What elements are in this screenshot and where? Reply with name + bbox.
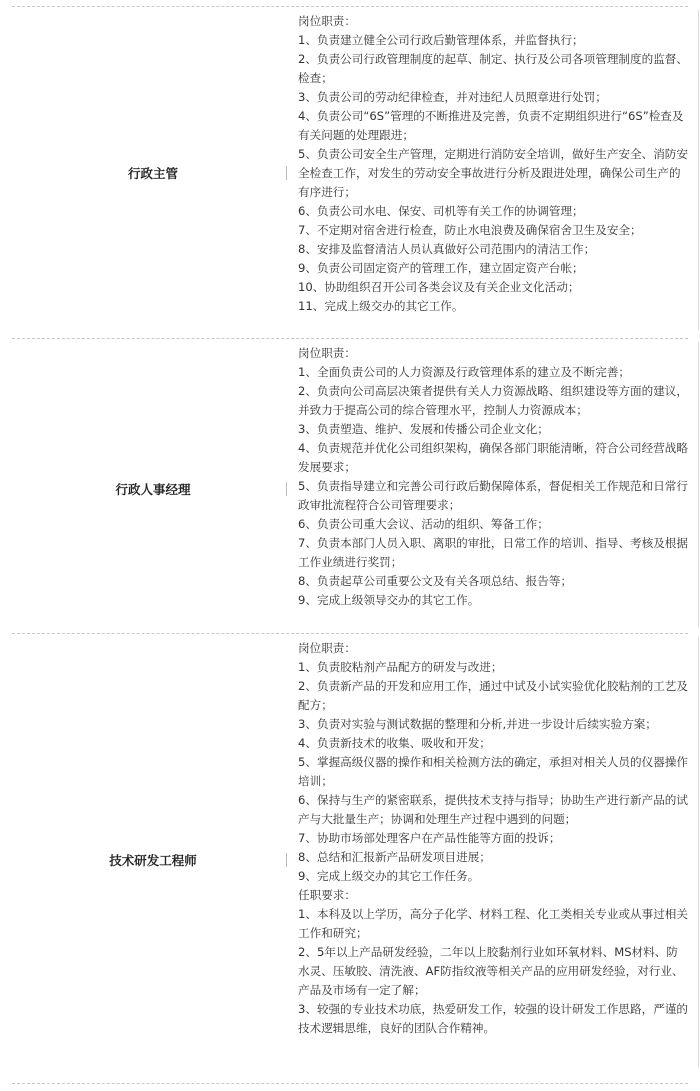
desc-line: 1、全面负责公司的人力资源及行政管理体系的建立及不断完善； [298, 365, 631, 379]
desc-line: 10、协助组织召开公司各类会议及有关企业文化活动； [298, 280, 580, 294]
desc-line: 2、负责向公司高层决策者提供有关人力资源战略、组织建设等方面的建议，并致力于提高公司的综合管理水平，控制人力资源成本； [298, 384, 688, 417]
desc-line: 5、负责公司安全生产管理，定期进行消防安全培训，做好生产安全、消防安全检查工作，对发生的劳动安全事故进行分析及跟进处理，确保公司生产的有序进行； [298, 147, 688, 199]
desc-line: 岗位职责： [298, 346, 356, 360]
desc-line: 4、负责规范并优化公司组织架构，确保各部门职能清晰，符合公司经营战略发展要求； [298, 441, 688, 474]
desc-line: 3、负责塑造、维护、发展和传播公司企业文化； [298, 422, 549, 436]
job-title: 行政人事经理 [115, 482, 191, 497]
desc-line: 2、负责公司行政管理制度的起草、制定、执行及公司各项管理制度的监督、检查； [298, 52, 688, 85]
desc-line: 3、较强的专业技术功底，热爱研发工作，较强的设计研发工作思路，严谨的技术逻辑思维，良好的团队合作精神。 [298, 1002, 688, 1035]
desc-line: 6、负责公司重大会议、活动的组织、筹备工作； [298, 517, 549, 531]
desc-line: 7、协助市场部处理客户在产品性能等方面的投诉； [298, 831, 561, 845]
job-description [298, 12, 688, 316]
right-border [698, 10, 699, 330]
desc-line: 9、完成上级交办的其它工作任务。 [298, 869, 480, 883]
right-border [698, 342, 699, 627]
right-border [698, 637, 699, 1067]
desc-line: 7、负责本部门人员入职、离职的审批，日常工作的培训、指导、考核及根据工作业绩进行奖罚； [298, 536, 688, 569]
job-row-admin-supervisor [12, 6, 688, 339]
job-row-hr-admin-manager [12, 338, 688, 633]
desc-line: 9、负责公司固定资产的管理工作，建立固定资产台帐； [298, 261, 584, 275]
desc-line: 8、负责起草公司重要公文及有关各项总结、报告等； [298, 574, 573, 588]
desc-line: 1、负责胶粘剂产品配方的研发与改进； [298, 660, 503, 674]
desc-line: 4、负责新技术的收集、吸收和开发； [298, 736, 491, 750]
job-row-rd-engineer [12, 633, 688, 1083]
desc-line: 2、5年以上产品研发经验，二年以上胶黏剂行业如环氧材料、MS材料、防水灵、压敏胶、清洗液、AF防指纹液等相关产品的应用研发经验，对行业、产品及市场有一定了解； [298, 945, 684, 997]
desc-line: 5、负责指导建立和完善公司行政后勤保障体系，督促相关工作规范和日常行政审批流程符合公司管理要求； [298, 479, 688, 512]
desc-line: 岗位职责： [298, 641, 356, 655]
divider [286, 482, 287, 496]
desc-line: 9、完成上级领导交办的其它工作。 [298, 593, 480, 607]
job-title: 行政主管 [127, 166, 178, 181]
job-description [298, 639, 688, 1038]
desc-line: 岗位职责： [298, 14, 356, 28]
desc-line: 5、掌握高级仪器的操作和相关检测方法的确定，承担对相关人员的仪器操作培训； [298, 755, 688, 788]
desc-line: 8、总结和汇报新产品研发项目进展； [298, 850, 491, 864]
divider [286, 853, 287, 867]
desc-line: 任职要求： [298, 888, 356, 902]
divider [286, 166, 287, 180]
desc-line: 3、负责对实验与测试数据的整理和分析,并进一步设计后续实验方案； [298, 717, 657, 731]
desc-line: 3、负责公司的劳动纪律检查，并对违纪人员照章进行处罚； [298, 90, 607, 104]
desc-line: 1、负责建立健全公司行政后勤管理体系，并监督执行； [298, 33, 584, 47]
desc-line: 7、不定期对宿舍进行检查，防止水电浪费及确保宿舍卫生及安全； [298, 223, 642, 237]
desc-line: 11、完成上级交办的其它工作。 [298, 299, 464, 313]
job-title: 技术研发工程师 [109, 853, 197, 868]
desc-line: 6、保持与生产的紧密联系，提供技术支持与指导；协助生产进行新产品的试产与大批量生产；协调和处理生产过程中遇到的问题； [298, 793, 688, 826]
desc-line: 2、负责新产品的开发和应用工作，通过中试及小试实验优化胶粘剂的工艺及配方； [298, 679, 688, 712]
desc-line: 6、负责公司水电、保安、司机等有关工作的协调管理； [298, 204, 584, 218]
desc-line: 4、负责公司“6S”管理的不断推进及完善，负责不定期组织进行“6S”检查及有关问题的处理跟进； [298, 109, 684, 142]
desc-line: 1、本科及以上学历，高分子化学、材料工程、化工类相关专业或从事过相关工作和研究； [298, 907, 688, 940]
desc-line: 8、安排及监督清洁人员认真做好公司范围内的清洁工作； [298, 242, 596, 256]
row-separator [12, 1083, 688, 1084]
job-description [298, 344, 688, 610]
